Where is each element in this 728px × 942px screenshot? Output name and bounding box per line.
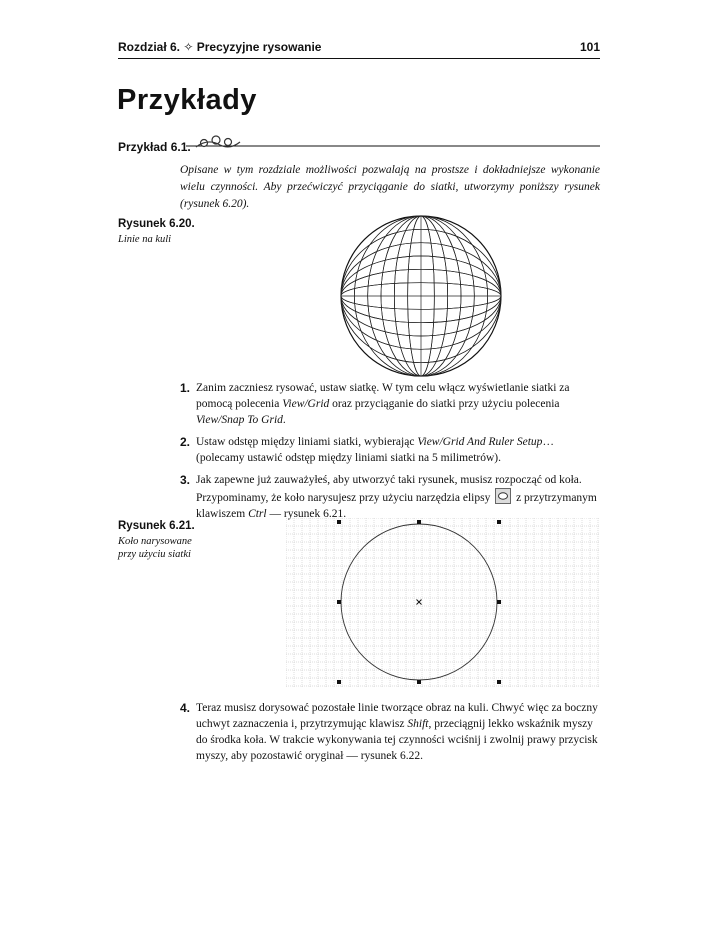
figure-6-20-sphere (338, 213, 504, 379)
menu-view-grid: View/Grid (282, 398, 330, 410)
step-4 (180, 700, 600, 764)
step-4-text-a: Teraz musisz dorysować pozostałe linie tworzące obraz na kuli. Chwyć więc za boczny uchwyt zaznaczenia i, przytrzymując klawisz (196, 702, 598, 730)
example-ornament-divider (186, 134, 600, 152)
step-2-text-a: Ustaw odstęp między liniami siatki, wybierając (196, 436, 418, 448)
intro-paragraph (180, 162, 600, 213)
step-2-text-c: … (polecamy ustawić odstęp między liniami siatki na 5 milimetrów). (196, 436, 554, 464)
figure-6-21-caption-line-2: przy użyciu siatki (118, 549, 191, 560)
figure-6-20-label: Rysunek 6.20. (118, 218, 195, 230)
menu-snap-to-grid: View/Snap To Grid (196, 414, 283, 426)
step-3-text-b: z przytrzymanym klawiszem (196, 492, 597, 520)
selection-handle (497, 520, 501, 524)
example-label: Przykład 6.1. (118, 140, 191, 154)
step-1-number: 1. (180, 381, 191, 395)
section-title: Przykłady (117, 84, 257, 116)
ornament-icon (196, 136, 240, 147)
step-2-number: 2. (180, 435, 191, 449)
page-number: 101 (579, 40, 600, 54)
ctrl-key: Ctrl (248, 508, 267, 520)
selection-handle (417, 680, 421, 684)
step-3-text-d: — rysunek 6.21. (266, 508, 347, 520)
figure-6-21-caption-line-1: Koło narysowane (118, 536, 192, 547)
step-4-number: 4. (180, 701, 191, 715)
ellipse-tool-icon (495, 488, 511, 504)
selection-handle (417, 520, 421, 524)
selection-handle (497, 680, 501, 684)
figure-6-20-caption: Linie na kuli (118, 234, 172, 245)
step-1 (180, 380, 600, 428)
selection-handle (337, 680, 341, 684)
menu-grid-ruler-setup: View/Grid And Ruler Setup (417, 436, 543, 448)
chapter-title: Rozdział 6. ✧ Precyzyjne rysowanie (118, 40, 322, 54)
selection-handle (337, 520, 341, 524)
figure-6-21-grid-circle (286, 518, 600, 688)
figure-6-21-label: Rysunek 6.21. (118, 520, 195, 532)
step-3-number: 3. (180, 473, 191, 487)
selection-handle (337, 600, 341, 604)
steps-list-2 (180, 700, 600, 770)
step-1-text-c: oraz przyciąganie do siatki przy użyciu polecenia (329, 398, 560, 410)
header-divider (118, 58, 600, 59)
step-1-text-a: Zanim zaczniesz rysować, ustaw siatkę. W tym celu włącz wyświetlanie siatki za pomocą polecenia (196, 382, 570, 410)
steps-list-1 (180, 380, 600, 528)
step-1-text-e: . (282, 414, 286, 426)
intro-text: Opisane w tym rozdziale możliwości pozwalają na prostsze i dokładniejsze wykonanie wielu czynności. Aby przećwiczyć przyciąganie do siatki, utworzymy poniższy rysunek (rysunek 6.20). (180, 164, 600, 210)
step-2 (180, 434, 600, 466)
figure-6-21-caption (118, 535, 198, 561)
step-4-text-c: , przeciągnij lekko wskaźnik myszy do środka koła. W trakcie wykonywania tej czynności wciśnij i zwolnij prawy przycisk myszy, aby pozostawić oryginał — rysunek 6.22. (196, 718, 598, 762)
shift-key: Shift (407, 718, 429, 730)
step-3 (180, 472, 600, 522)
step-3-text-a: Jak zapewne już zauważyłeś, aby utworzyć taki rysunek, musisz rozpocząć od koła. Przypominamy, że koło narysujesz przy użyciu narzędzia elipsy (196, 474, 582, 504)
selection-handle (497, 600, 501, 604)
